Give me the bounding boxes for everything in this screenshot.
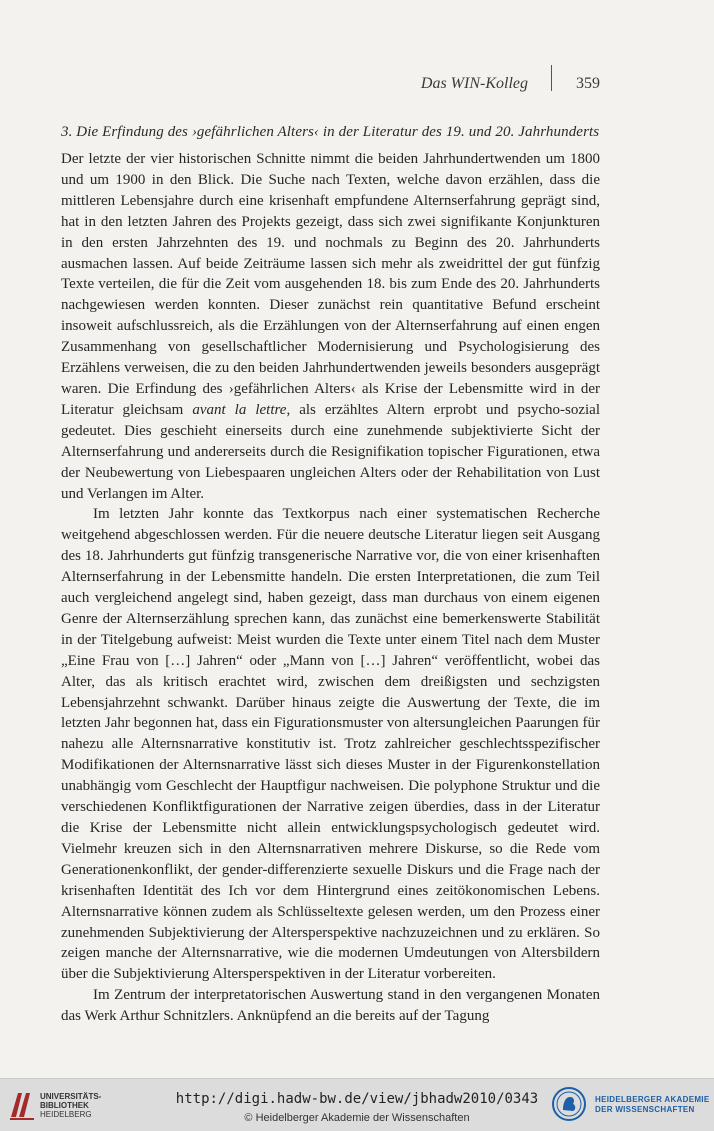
viewer-footer <box>0 1078 714 1131</box>
paragraph-1-text: Der letzte der vier historischen Schnitte nimmt die beiden Jahrhundertwenden um 1800 und um 1900 in den Blick. Die Suche nach Texten, welche davon erzählen, dass die mittleren Lebensjahre durch eine krisenhaft empfundene Alternserfahrung geprägt sind, hat in den letzten Jahren des Projekts gezeigt, dass sich zwei signifikante Konjunkturen in den ersten Jahrzehnten des 19. und nochmals zu Beginn des 20. Jahrhunderts ausmachen lassen. Auf beide Zeiträume lassen sich mehr als zweidrittel der gut fünfzig Texte verteilen, die für die Zeit vom ausgehenden 18. bis zum Ende des 20. Jahrhunderts nachgewiesen werden konnten. Dieser zunächst rein quantitative Befund erscheint insoweit aufschlussreich, als die Erzählungen von der Alternserfahrung auf einen engen Zusammenhang von gesellschaftlicher Modernisierung und Psychologisierung des Erzählens verweisen, die zu den beiden Jahrhundertwenden jeweils besonders ausgeprägt waren. Die Erfindung des ›gefährlichen Alters‹ als Krise der Lebensmitte wird in der Literatur gleichsam <box>61 151 600 418</box>
paragraph-1-tail: , als erzähltes Altern erprobt und psycho-sozial gedeutet. Dies geschieht einerseits durch eine zunehmende subjektivierte Sicht der Alternserfahrung und andererseits durch die Resignifikation topischer Figurationen, etwa der Neubewertung von Liebespaaren ungleichen Alters oder der Rehabilitation von Lust und Verlangen im Alter. <box>61 401 601 502</box>
academy-name <box>595 1095 709 1115</box>
library-name-line-1: UNIVERSITÄTS- <box>40 1092 102 1101</box>
running-head-title: Das WIN-Kolleg <box>420 75 528 92</box>
running-head-divider <box>551 65 552 91</box>
paragraph-1 <box>61 149 600 504</box>
body-text <box>61 149 600 1027</box>
library-name-line-3: HEIDELBERG <box>40 1110 92 1119</box>
section-heading: 3. Die Erfindung des ›gefährlichen Alters‹ in der Literatur des 19. und 20. Jahrhunderts <box>61 124 600 140</box>
academy-name-line-1: HEIDELBERGER AKADEMIE <box>595 1095 710 1104</box>
paragraph-3: Im Zentrum der interpretatorischen Auswertung stand in den vergangenen Monaten das Werk Arthur Schnitzlers. Anknüpfend an die bereits auf der Tagung <box>61 987 600 1025</box>
academy-seal-icon <box>551 1086 587 1122</box>
permalink-url[interactable]: http://digi.hadw-bw.de/view/jbhadw2010/0343 <box>175 1091 539 1107</box>
paragraph-2: Im letzten Jahr konnte das Textkorpus nach einer systematischen Recherche weitgehend abgeschlossen werden. Für die neuere deutsche Literatur liegen seit Ausgang des 18. Jahrhunderts gut fünfzig transgenerische Narrative vor, die von einer krisenhaften Alternserfahrung in der Lebensmitte handeln. Die ersten Interpretationen, die zum Teil auch vergleichend angelegt sind, haben gezeigt, dass man durchaus von einem eigenen Genre der Alternserzählung sprechen kann, das zunächst eine bemerkenswerte Stabilität in der Titelgebung aufweist: Meist wurden die Texte unter einem Titel nach dem Muster „Eine Frau von […] Jahren“ oder „Mann von […] Jahren“ veröffentlicht, wobei das Alter, das als kritisch erachtet wird, zwischen dem dreißigsten und sechzigsten Lebensjahrzehnt schwankt. Darüber hinaus zeigte die Auswertung der Texte, die im letzten Jahr begonnen hat, dass ein Figurationsmuster von altersungleichen Paarungen für nahezu alle Alternsnarrative konstitutiv ist. Trotz zahlreicher geschlechtsspezifischer Modifikationen der Alternsnarrative lässt sich dieses Muster in der Figurenkonstellation unabhängig vom Geschlecht der Hauptfigur nachweisen. Die polyphone Struktur und die verschiedenen Konfliktfigurationen der Narrative zeigen überdies, dass in der Literatur die Krise der Lebensmitte nicht allein entwicklungspsychologisch gedeutet wird. Vielmehr kreuzen sich in den Alternsnarrativen mehrere Diskurse, so die Rede vom Generationenkonflikt, der gender-differenzierte sexuelle Diskurs und die Frage nach der krisenhaften Identität des Ich vor dem Hintergrund eines zeitökonomischen Lebens. Alternsnarrative können zudem als Schlüsseltexte gelesen werden, um den Prozess einer zunehmenden Subjektivierung der Altersperspektive nachzuzeichnen und zu erklären. So zeigen manche der Alternsnarrative, wie die modernen Umdeutungen von Altersbildern über die Subjektivierung Altersperspektiven in der Literatur vorbereiten. <box>61 506 600 983</box>
paragraph-1-italic: avant la lettre <box>192 401 287 418</box>
copyright-notice: © Heidelberger Akademie der Wissenschaften <box>244 1112 470 1124</box>
library-name-line-2: BIBLIOTHEK <box>40 1101 89 1110</box>
page-number: 359 <box>576 75 600 92</box>
running-head <box>0 73 714 97</box>
academy-name-line-2: DER WISSENSCHAFTEN <box>595 1105 695 1114</box>
